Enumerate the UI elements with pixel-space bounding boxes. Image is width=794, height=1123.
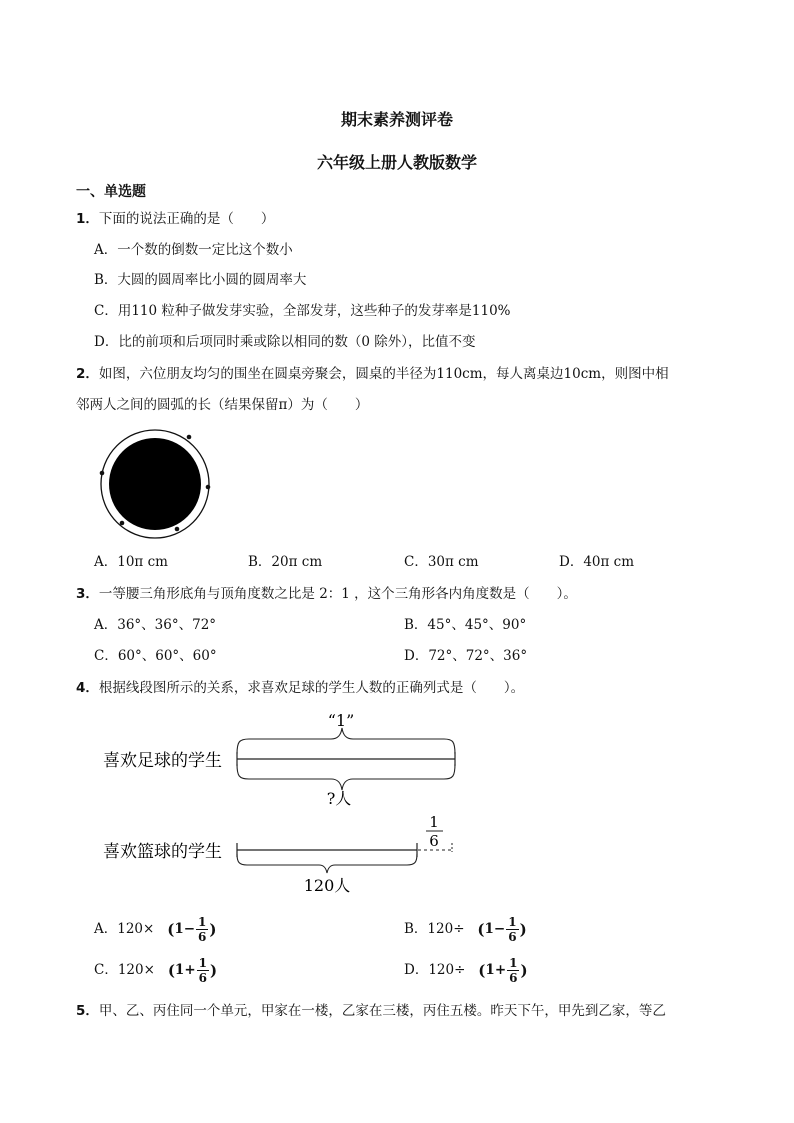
top-brace — [237, 728, 455, 754]
question-text: 一等腰三角形底角与顶角度数之比是 2：1 ，这个三角形各内角度数是（ ）。 — [98, 586, 577, 602]
q2-option-c: C．30π cm — [404, 554, 479, 570]
page-subtitle: 六年级上册人教版数学 — [316, 153, 477, 172]
q4-option-a — [94, 916, 217, 943]
basketball-label: 喜欢篮球的学生 — [103, 842, 222, 862]
football-label: 喜欢足球的学生 — [103, 751, 222, 771]
option-sign: − — [183, 921, 196, 937]
q4-option-c — [94, 957, 217, 984]
q1-option-c: C．用110 粒种子做发芽实验，全部发芽，这些种子的发芽率是110% — [94, 303, 511, 319]
q2-option-d: D．40π cm — [559, 554, 635, 570]
count-label: 120人 — [303, 876, 351, 895]
q1-option-a: A．一个数的倒数一定比这个数小 — [94, 242, 293, 258]
question-1 — [76, 207, 274, 227]
option-letter: C． — [94, 962, 118, 978]
seat-dot — [100, 471, 105, 476]
question-text: 如图，六位朋友均匀的围坐在圆桌旁聚会，圆桌的半径为110cm，每人离桌边10cm，则图中相 — [98, 366, 669, 382]
q3-option-a: A．36°、36°、72° — [94, 617, 217, 633]
q2-option-b: B．20π cm — [248, 554, 323, 570]
option-fraction: $\frac{1}{6}$ — [198, 956, 207, 985]
paren-open: ( — [478, 961, 486, 980]
question-3 — [76, 582, 577, 602]
option-sign: + — [184, 962, 196, 978]
paren-open: ( — [477, 920, 485, 939]
question-5 — [76, 999, 666, 1019]
q4-option-d — [404, 957, 528, 984]
q4-option-b — [404, 916, 527, 943]
q1-option-d: D．比的前项和后项同时乘或除以相同的数（0 除外），比值不变 — [94, 334, 476, 350]
q2-option-a: A．10π cm — [94, 554, 168, 570]
option-prefix: 120÷ — [427, 921, 465, 937]
question-2-line-2: 邻两人之间的圆弧的长（结果保留π）为（ ） — [76, 397, 369, 413]
top-quantity-label: “1” — [327, 711, 355, 730]
option-letter: A． — [94, 921, 118, 937]
paren-open: ( — [167, 961, 175, 980]
page-title: 期末素养测评卷 — [340, 110, 453, 129]
seat-dot — [187, 435, 192, 440]
question-2 — [76, 362, 669, 382]
question-text: 甲、乙、丙住同一个单元，甲家在一楼，乙家在三楼，丙住五楼。昨天下午，甲先到乙家，等乙 — [98, 1003, 666, 1019]
line-segment-diagram — [95, 702, 475, 902]
section-heading: 一、单选题 — [76, 184, 146, 200]
seat-dot — [120, 521, 125, 526]
question-number: 2． — [76, 366, 99, 382]
paren-open: ( — [167, 920, 175, 939]
option-sign: + — [494, 962, 507, 978]
question-text: 根据线段图所示的关系，求喜欢足球的学生人数的正确列式是（ ）。 — [98, 680, 525, 696]
table-disc — [109, 438, 201, 530]
option-lead: 1 — [485, 962, 495, 978]
option-fraction: $\frac{1}{6}$ — [509, 956, 518, 985]
option-prefix: 120× — [117, 921, 155, 937]
question-number: 3． — [76, 586, 99, 602]
option-lead: 1 — [174, 921, 184, 937]
option-prefix: 120× — [117, 962, 155, 978]
paren-close: ) — [520, 961, 528, 980]
round-table-figure — [95, 425, 220, 545]
option-lead: 1 — [484, 921, 494, 937]
paren-close: ) — [519, 920, 527, 939]
unknown-quantity-label: ?人 — [326, 789, 352, 808]
count-brace — [237, 854, 417, 873]
bottom-brace — [237, 764, 455, 790]
question-number: 4． — [76, 680, 99, 696]
q3-option-b: B．45°、45°、90° — [404, 617, 527, 633]
question-number: 5． — [76, 1003, 99, 1019]
question-4 — [76, 676, 524, 696]
question-number: 1． — [76, 211, 99, 227]
fraction-numerator: 1 — [429, 813, 439, 831]
option-letter: B． — [404, 921, 428, 937]
option-fraction: $\frac{1}{6}$ — [508, 915, 517, 944]
option-lead: 1 — [174, 962, 185, 978]
option-fraction: $\frac{1}{6}$ — [198, 915, 207, 944]
paren-close: ) — [209, 920, 217, 939]
paren-close: ) — [210, 961, 218, 980]
q3-option-c: C．60°、60°、60° — [94, 648, 217, 664]
q3-option-d: D．72°、72°、36° — [404, 648, 528, 664]
q1-option-b: B．大圆的圆周率比小圆的圆周率大 — [94, 272, 307, 288]
fraction-denominator: 6 — [429, 832, 439, 850]
seat-dot — [175, 527, 180, 532]
option-letter: D． — [404, 962, 429, 978]
question-text: 下面的说法正确的是（ ） — [98, 211, 275, 227]
option-sign: − — [493, 921, 506, 937]
seat-dot — [206, 485, 211, 490]
option-prefix: 120÷ — [428, 962, 466, 978]
